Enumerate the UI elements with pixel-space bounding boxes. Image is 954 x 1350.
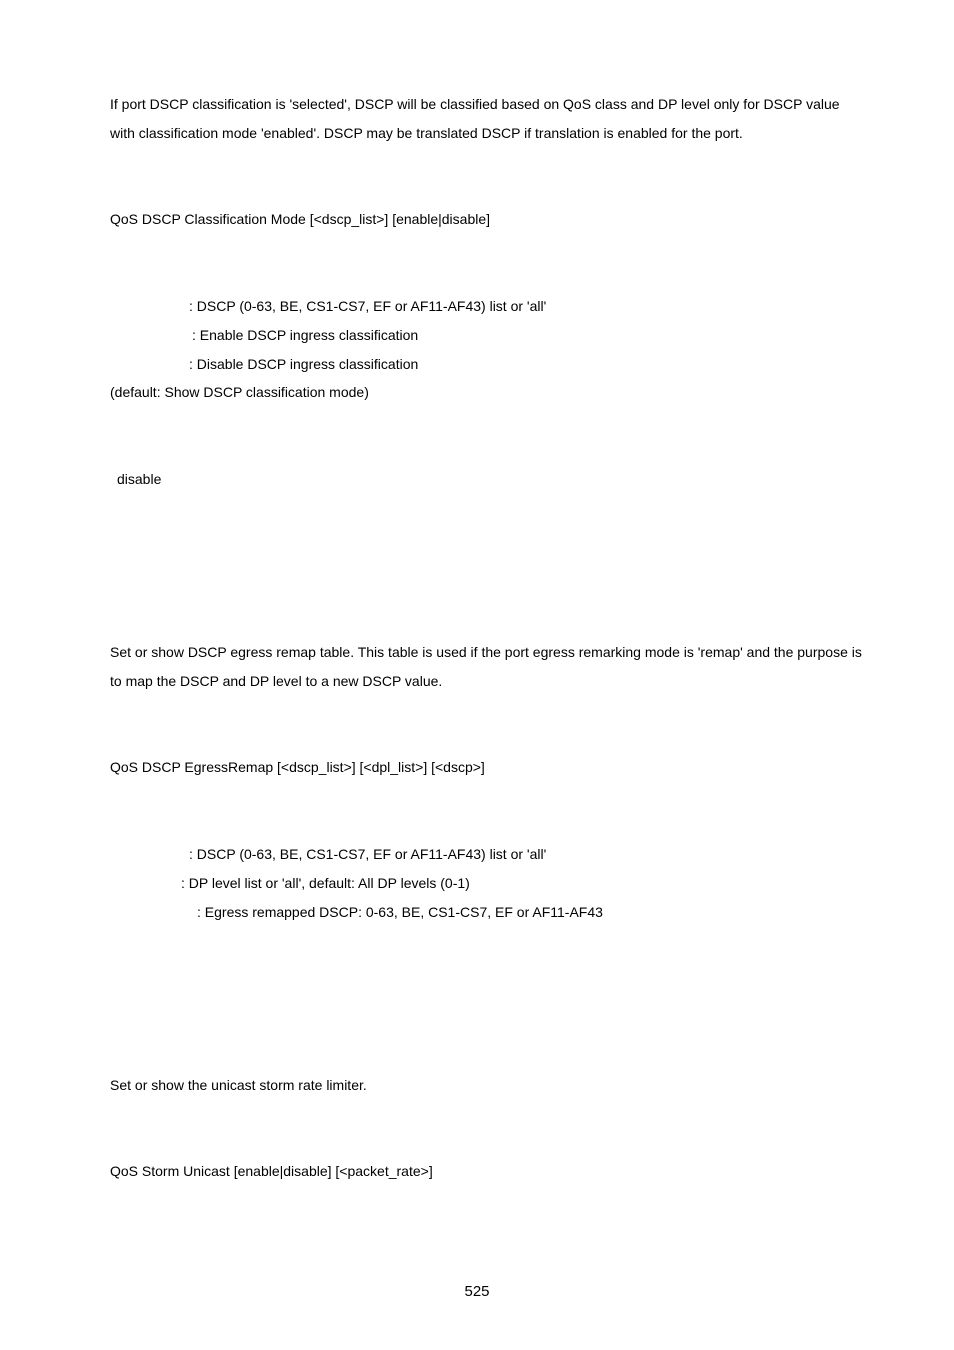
section3-syntax: QoS Storm Unicast [enable|disable] [<packet_rate>] (110, 1163, 433, 1179)
section2-syntax: QoS DSCP EgressRemap [<dscp_list>] [<dpl_list>] [<dscp>] (110, 759, 485, 775)
section1-param-enable: : Enable DSCP ingress classification (192, 327, 419, 343)
section1-description-line1: If port DSCP classification is 'selected', DSCP will be classified based on QoS class and DP level only for DSCP value (110, 96, 840, 112)
section2-param-dpl-list: : DP level list or 'all', default: All DP levels (0-1) (181, 875, 470, 891)
section2-description-line2: to map the DSCP and DP level to a new DSCP value. (110, 673, 443, 689)
section1-syntax: QoS DSCP Classification Mode [<dscp_list>] [enable|disable] (110, 211, 491, 227)
section2-description-line1: Set or show DSCP egress remap table. This table is used if the port egress remarking mode is 'remap' and the purpose is (110, 644, 862, 660)
section1-default-note: (default: Show DSCP classification mode) (110, 384, 369, 400)
section1-param-dscp-list: : DSCP (0-63, BE, CS1-CS7, EF or AF11-AF43) list or 'all' (189, 298, 547, 314)
section2-param-dscp: : Egress remapped DSCP: 0-63, BE, CS1-CS7, EF or AF11-AF43 (197, 904, 603, 920)
section1-description-line2: with classification mode 'enabled'. DSCP may be translated DSCP if translation is enabled for the port. (110, 125, 743, 141)
section2-param-dscp-list: : DSCP (0-63, BE, CS1-CS7, EF or AF11-AF43) list or 'all' (189, 846, 547, 862)
section3-description-line1: Set or show the unicast storm rate limiter. (110, 1077, 367, 1093)
section1-example: disable (117, 471, 162, 487)
page-number: 525 (464, 1283, 490, 1300)
section1-param-disable: : Disable DSCP ingress classification (189, 356, 419, 372)
